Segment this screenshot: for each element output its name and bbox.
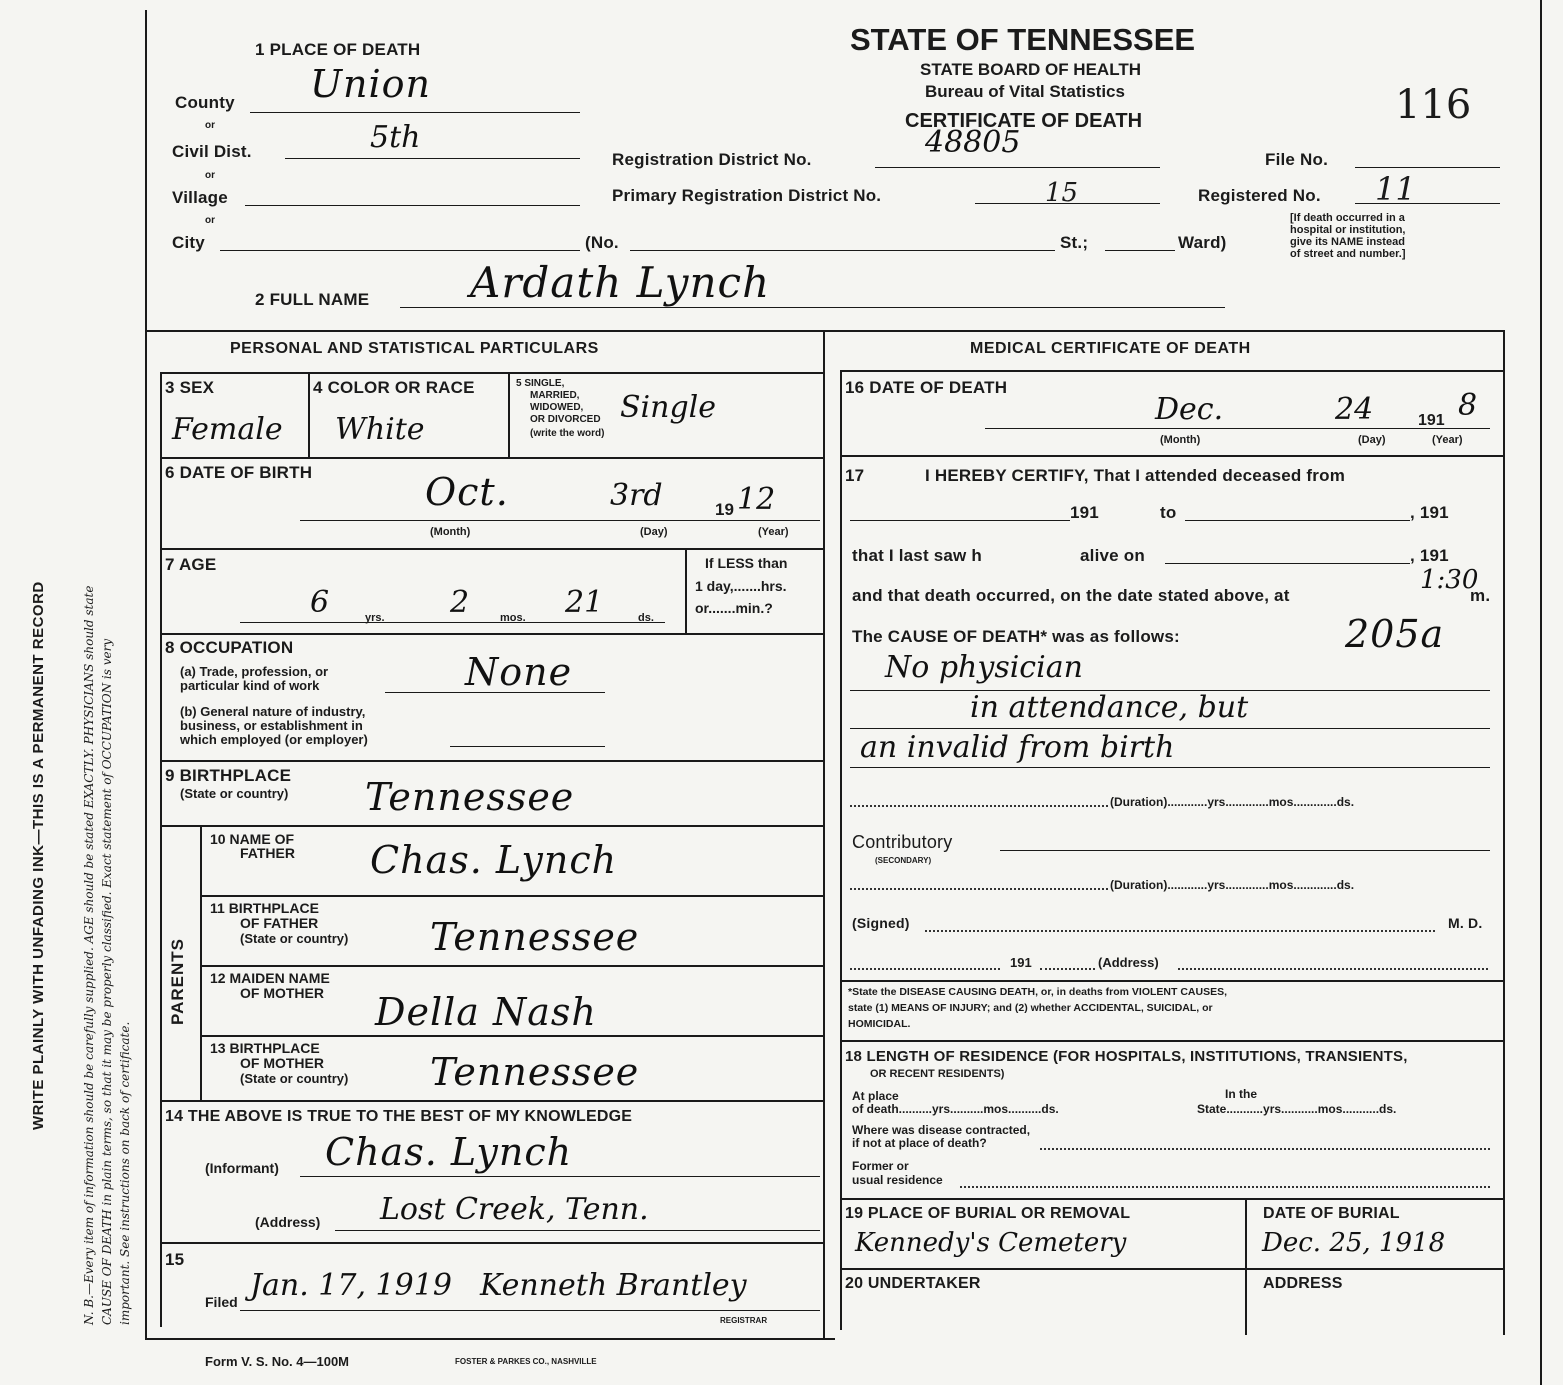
- occupation-a-1: (a) Trade, profession, or: [180, 664, 329, 679]
- dod-month-label: (Month): [1160, 434, 1201, 446]
- signed-address-line: [1178, 968, 1488, 970]
- mother-bp-value: Tennessee: [430, 1050, 640, 1094]
- hospital-note-4: of street and number.]: [1290, 248, 1406, 260]
- state-title: STATE OF TENNESSEE: [850, 22, 1196, 57]
- dob-year-label: (Year): [758, 526, 789, 538]
- dod-label: 16 DATE OF DEATH: [845, 378, 1008, 397]
- age-mos-label: mos.: [500, 612, 526, 624]
- row-rule-7: [160, 1242, 823, 1244]
- registration-line: [875, 167, 1160, 168]
- father-label-1: 10 NAME OF: [210, 831, 295, 847]
- city-line: [220, 250, 580, 251]
- true-label: 14 THE ABOVE IS TRUE TO THE BEST OF MY KNOWLEDGE: [165, 1108, 633, 1125]
- occupation-b-1: (b) General nature of industry,: [180, 704, 366, 719]
- certify-text: I HEREBY CERTIFY, That I attended deceased from: [925, 466, 1346, 485]
- burial-date-value: Dec. 25, 1918: [1262, 1228, 1446, 1258]
- age-line: [240, 622, 665, 623]
- footnote-1: *State the DISEASE CAUSING DEATH, or, in deaths from VIOLENT CAUSES,: [848, 986, 1228, 998]
- registration-value: 48805: [925, 125, 1021, 160]
- undertaker-label: 20 UNDERTAKER: [845, 1275, 981, 1292]
- full-name-line: [400, 307, 1225, 308]
- sex-race-divider: [308, 372, 310, 457]
- less-than-2: 1 day,.......hrs.: [695, 578, 787, 594]
- bottom-border: [145, 1338, 835, 1340]
- hospital-note-3: give its NAME instead: [1290, 236, 1405, 248]
- personal-heading-rule: [160, 372, 823, 374]
- or-label-1: or: [205, 120, 215, 131]
- hospital-note-1: [If death occurred in a: [1290, 212, 1405, 224]
- marital-label-2: MARRIED,: [530, 390, 580, 401]
- undertaker-address-label: ADDRESS: [1263, 1275, 1343, 1292]
- registrar-signature: Kenneth Brantley: [480, 1268, 747, 1303]
- from-191: 191: [1070, 503, 1099, 522]
- where-line: [1040, 1148, 1490, 1150]
- dob-line: [300, 520, 820, 521]
- right-border: [1540, 0, 1542, 1385]
- signed-address-label: (Address): [1098, 955, 1159, 970]
- medical-rule-5: [840, 1268, 1503, 1270]
- village-label: Village: [172, 188, 228, 207]
- to-line: [1185, 520, 1410, 521]
- filed-value: Jan. 17, 1919: [250, 1268, 452, 1303]
- mother-rule: [200, 1035, 823, 1037]
- occupation-b-3: which employed (or employer): [180, 732, 368, 747]
- where-2: if not at place of death?: [852, 1136, 987, 1150]
- address-line: [335, 1230, 820, 1231]
- medical-left-rule: [840, 370, 842, 1330]
- race-marital-divider: [508, 372, 510, 457]
- father-bp-rule: [200, 965, 823, 967]
- no-label: (No.: [585, 233, 619, 252]
- margin-note-3: important. See instructions on back of certificate.: [118, 1021, 132, 1325]
- age-less-divider: [685, 548, 687, 633]
- birthplace-value: Tennessee: [365, 775, 575, 819]
- grid-top-line: [145, 330, 1505, 332]
- mother-bp-2: OF MOTHER: [240, 1055, 324, 1071]
- dob-month: Oct.: [425, 470, 509, 514]
- father-value: Chas. Lynch: [370, 838, 618, 882]
- file-line: [1355, 167, 1500, 168]
- dod-month: Dec.: [1155, 392, 1224, 427]
- mother-label-1: 12 MAIDEN NAME: [210, 970, 330, 986]
- full-name-value: Ardath Lynch: [470, 258, 771, 307]
- form-number: Form V. S. No. 4—100M: [205, 1354, 350, 1369]
- village-line: [245, 205, 580, 206]
- in-state-1: In the: [1225, 1087, 1257, 1101]
- marital-label-5: (write the word): [530, 428, 605, 439]
- footnote-3: HOMICIDAL.: [848, 1018, 911, 1030]
- signed-191: 191: [1010, 955, 1032, 970]
- full-name-label: 2 FULL NAME: [255, 290, 370, 309]
- at-place-2: of death..........yrs..........mos..........ds.: [852, 1102, 1059, 1116]
- from-line: [850, 520, 1070, 521]
- county-label: County: [175, 93, 235, 112]
- registered-value: 11: [1375, 170, 1416, 208]
- city-label: City: [172, 233, 205, 252]
- occupation-a-2: particular kind of work: [180, 678, 320, 693]
- birthplace-state-label: (State or country): [180, 786, 289, 801]
- bureau-title: Bureau of Vital Statistics: [925, 82, 1125, 101]
- registered-label: Registered No.: [1198, 186, 1321, 205]
- dod-day-label: (Day): [1358, 434, 1386, 446]
- cause-line-2: [850, 728, 1490, 729]
- medical-heading-rule: [840, 370, 1503, 372]
- age-ds-label: ds.: [638, 612, 654, 624]
- contributory-line: [1000, 850, 1490, 851]
- ward-line: [1105, 250, 1175, 251]
- dod-line: [985, 428, 1490, 429]
- informant-value: Chas. Lynch: [325, 1130, 573, 1174]
- md-label: M. D.: [1448, 915, 1483, 931]
- birthplace-label: 9 BIRTHPLACE: [165, 766, 292, 785]
- parents-divider: [200, 825, 202, 1100]
- m-label: m.: [1470, 586, 1491, 605]
- footnote-2: state (1) MEANS OF INJURY; and (2) whether ACCIDENTAL, SUICIDAL, or: [848, 1002, 1213, 1014]
- age-months: 2: [450, 585, 470, 620]
- civil-label: Civil Dist.: [172, 142, 252, 161]
- st-label: St.;: [1060, 233, 1089, 252]
- burial-value: Kennedy's Cemetery: [855, 1228, 1127, 1258]
- mother-value: Della Nash: [375, 990, 597, 1034]
- dod-day: 24: [1335, 392, 1374, 427]
- registration-label: Registration District No.: [612, 150, 812, 169]
- signed-date-line-2: [1040, 968, 1095, 970]
- duration-2: (Duration)............yrs.............mos.............ds.: [1110, 878, 1355, 892]
- dob-day: 3rd: [610, 478, 663, 513]
- medical-rule-4: [840, 1198, 1503, 1200]
- medical-rule-3: [840, 1040, 1503, 1042]
- burial-divider: [1245, 1198, 1247, 1335]
- page-number: 116: [1395, 82, 1472, 128]
- or-label-3: or: [205, 215, 215, 226]
- or-label-2: or: [205, 170, 215, 181]
- burial-label: 19 PLACE OF BURIAL OR REMOVAL: [845, 1205, 1131, 1222]
- less-than-1: If LESS than: [705, 555, 788, 571]
- father-label-2: FATHER: [240, 845, 295, 861]
- informant-line: [300, 1176, 820, 1177]
- last-saw-line: [1165, 563, 1410, 564]
- secondary-label: (SECONDARY): [875, 856, 932, 865]
- row-rule-5: [160, 825, 823, 827]
- certificate-title: CERTIFICATE OF DEATH: [905, 110, 1143, 132]
- filed-label: Filed: [205, 1294, 238, 1310]
- county-value: Union: [310, 62, 432, 106]
- sex-label: 3 SEX: [165, 378, 215, 397]
- dob-day-label: (Day): [640, 526, 668, 538]
- item-15-label: 15: [165, 1250, 185, 1269]
- medical-rule-1: [840, 455, 1503, 457]
- informant-label: (Informant): [205, 1160, 279, 1176]
- occupation-label: 8 OCCUPATION: [165, 638, 294, 657]
- where-1: Where was disease contracted,: [852, 1123, 1031, 1137]
- race-label: 4 COLOR OR RACE: [313, 378, 475, 397]
- dob-label: 6 DATE OF BIRTH: [165, 463, 313, 482]
- marital-value: Single: [620, 390, 717, 425]
- father-bp-value: Tennessee: [430, 915, 640, 959]
- margin-note-1: N. B.—Every item of information should be carefully supplied. AGE should be stated EXACTLY. PHYSICIANS should state: [82, 585, 96, 1325]
- former-2: usual residence: [852, 1173, 943, 1187]
- age-years: 6: [310, 585, 330, 620]
- margin-note-2: CAUSE OF DEATH in plain terms, so that it may be properly classified. Exact statement of OCCUPATION is very: [100, 638, 114, 1325]
- street-no-line: [630, 250, 1055, 251]
- file-label: File No.: [1265, 150, 1328, 169]
- primary-value: 15: [1045, 178, 1079, 208]
- hospital-note-2: hospital or institution,: [1290, 224, 1406, 236]
- father-bp-2: OF FATHER: [240, 915, 319, 931]
- personal-heading: PERSONAL AND STATISTICAL PARTICULARS: [230, 340, 599, 357]
- civil-line: [285, 158, 580, 159]
- occupation-b-line: [450, 746, 605, 747]
- duration-1: (Duration)............yrs.............mos.............ds.: [1110, 795, 1355, 809]
- marital-label-3: WIDOWED,: [530, 402, 584, 413]
- row-rule-4: [160, 760, 823, 762]
- margin-vertical-title: WRITE PLAINLY WITH UNFADING INK—THIS IS A PERMANENT RECORD: [30, 581, 47, 1130]
- board-title: STATE BOARD OF HEALTH: [920, 60, 1141, 79]
- cause-line-3: [850, 767, 1490, 768]
- father-rule: [200, 895, 823, 897]
- sex-value: Female: [172, 412, 283, 447]
- civil-value: 5th: [370, 120, 421, 155]
- registrar-label: REGISTRAR: [720, 1316, 768, 1325]
- cause-1: No physician: [885, 650, 1083, 685]
- address-value: Lost Creek, Tenn.: [380, 1192, 649, 1227]
- row-rule-2: [160, 548, 823, 550]
- primary-label: Primary Registration District No.: [612, 186, 882, 205]
- mother-label-2: OF MOTHER: [240, 985, 324, 1001]
- dob-year-prefix: 19: [715, 500, 734, 519]
- left-border: [145, 10, 147, 1340]
- filed-line: [240, 1310, 820, 1311]
- duration-2-leader: [850, 888, 1108, 890]
- death-time: 1:30: [1420, 565, 1479, 595]
- dod-year-prefix: 191: [1418, 412, 1445, 429]
- row-rule-1: [160, 457, 823, 459]
- dob-month-label: (Month): [430, 526, 471, 538]
- at-place-1: At place: [852, 1089, 899, 1103]
- in-state-2: State...........yrs...........mos...........ds.: [1197, 1102, 1397, 1116]
- right-grid-line: [1503, 330, 1505, 1335]
- ward-label: Ward): [1178, 233, 1227, 252]
- duration-1-leader: [850, 805, 1108, 807]
- age-yrs-label: yrs.: [365, 612, 385, 624]
- former-line: [960, 1186, 1490, 1188]
- age-days: 21: [565, 585, 604, 620]
- dod-year-label: (Year): [1432, 434, 1463, 446]
- medical-rule-2: [840, 980, 1503, 982]
- occupation-b-2: business, or establishment in: [180, 718, 363, 733]
- cause-2: in attendance, but: [970, 690, 1249, 725]
- address-label: (Address): [255, 1214, 321, 1230]
- place-heading: 1 PLACE OF DEATH: [255, 40, 421, 59]
- residence-label: 18 LENGTH OF RESIDENCE (FOR HOSPITALS, INSTITUTIONS, TRANSIENTS,: [845, 1048, 1408, 1065]
- dod-year: 8: [1458, 388, 1478, 423]
- last-saw-3: , 191: [1410, 546, 1449, 565]
- signed-date-line: [850, 968, 1000, 970]
- less-than-3: or.......min.?: [695, 600, 773, 616]
- signed-label: (Signed): [852, 915, 910, 931]
- cause-label: The CAUSE OF DEATH* was as follows:: [852, 627, 1180, 646]
- former-1: Former or: [852, 1159, 909, 1173]
- last-saw-2: alive on: [1080, 546, 1145, 565]
- row-rule-6: [160, 1100, 823, 1102]
- center-divider: [823, 330, 825, 1340]
- race-value: White: [335, 412, 425, 447]
- marital-label-1: 5 SINGLE,: [516, 378, 565, 389]
- parents-label: PARENTS: [168, 938, 187, 1025]
- residence-label-2: OR RECENT RESIDENTS): [870, 1068, 1005, 1080]
- contributory-label: Contributory: [852, 832, 953, 852]
- mother-bp-state: (State or country): [240, 1071, 349, 1086]
- occurred-text: and that death occurred, on the date stated above, at: [852, 586, 1290, 605]
- last-saw-1: that I last saw h: [852, 546, 982, 565]
- item-17-label: 17: [845, 466, 865, 485]
- to-label: to: [1160, 503, 1177, 522]
- burial-date-label: DATE OF BURIAL: [1263, 1205, 1400, 1222]
- age-label: 7 AGE: [165, 555, 217, 574]
- occupation-value: None: [465, 650, 573, 694]
- mother-bp-1: 13 BIRTHPLACE: [210, 1040, 320, 1056]
- row-rule-3: [160, 633, 823, 635]
- medical-heading: MEDICAL CERTIFICATE OF DEATH: [970, 340, 1251, 357]
- personal-left-rule: [160, 372, 162, 1327]
- cause-code: 205a: [1345, 612, 1445, 656]
- marital-label-4: OR DIVORCED: [530, 414, 601, 425]
- father-bp-1: 11 BIRTHPLACE: [210, 900, 319, 916]
- father-bp-state: (State or country): [240, 931, 349, 946]
- dob-year: 12: [737, 482, 776, 517]
- to-191: , 191: [1410, 503, 1449, 522]
- printer-name: FOSTER & PARKES CO., NASHVILLE: [455, 1357, 597, 1366]
- cause-3: an invalid from birth: [860, 730, 1175, 765]
- county-line: [250, 112, 580, 113]
- signed-line: [925, 930, 1435, 932]
